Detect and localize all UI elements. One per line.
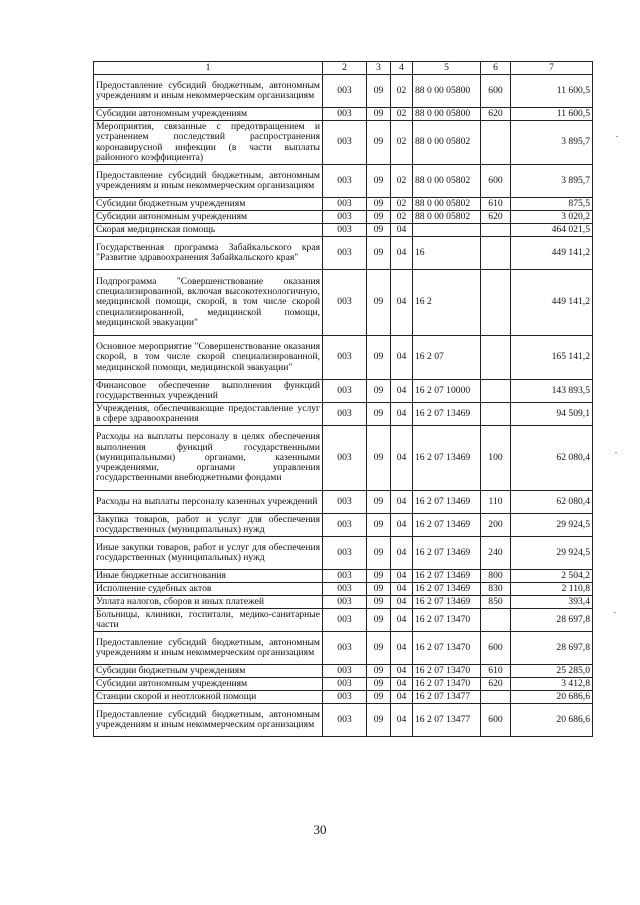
row-section-code: 09	[367, 704, 391, 737]
row-amount: 875,5	[511, 198, 593, 211]
row-subsection-code: 04	[391, 336, 413, 380]
row-amount: 11 600,5	[511, 108, 593, 121]
row-expense-type: 600	[481, 165, 511, 198]
row-name: Учреждения, обеспечивающие предоставление услуг в сфере здравоохранения	[94, 403, 323, 426]
row-subsection-code: 04	[391, 403, 413, 426]
row-amount: 165 141,2	[511, 336, 593, 380]
row-ministry-code: 003	[323, 609, 367, 632]
row-subsection-code: 04	[391, 514, 413, 537]
row-expense-type	[481, 336, 511, 380]
table-row	[94, 224, 593, 237]
table-row	[94, 75, 593, 108]
row-ministry-code: 003	[323, 426, 367, 491]
row-name: Финансовое обеспечение выполнения функций государственных учреждений	[94, 380, 323, 403]
row-ministry-code: 003	[323, 632, 367, 665]
row-target-code: 16 2 07 13477	[413, 704, 481, 737]
row-section-code: 09	[367, 537, 391, 570]
row-expense-type	[481, 224, 511, 237]
row-ministry-code: 003	[323, 665, 367, 678]
row-ministry-code: 003	[323, 704, 367, 737]
row-ministry-code: 003	[323, 537, 367, 570]
row-target-code: 16 2 07 13477	[413, 691, 481, 704]
row-name: Основное мероприятие "Совершенствование оказания скорой, в том числе скорой специализированной, медицинской помощи, медицинской эвакуации"	[94, 336, 323, 380]
header-cell: 4	[391, 62, 413, 75]
row-target-code: 16 2 07 13470	[413, 609, 481, 632]
row-target-code: 16 2 07 13469	[413, 514, 481, 537]
row-section-code: 09	[367, 632, 391, 665]
header-cell: 2	[323, 62, 367, 75]
row-name: Расходы на выплаты персоналу казенных учреждений	[94, 491, 323, 514]
table-row	[94, 537, 593, 570]
table-row	[94, 165, 593, 198]
row-subsection-code: 02	[391, 165, 413, 198]
row-subsection-code: 04	[391, 491, 413, 514]
row-subsection-code: 04	[391, 596, 413, 609]
table-row	[94, 237, 593, 270]
row-subsection-code: 02	[391, 198, 413, 211]
row-expense-type	[481, 609, 511, 632]
row-ministry-code: 003	[323, 108, 367, 121]
row-section-code: 09	[367, 491, 391, 514]
table-row	[94, 491, 593, 514]
row-ministry-code: 003	[323, 491, 367, 514]
header-cell: 1	[94, 62, 323, 75]
row-section-code: 09	[367, 121, 391, 165]
header-cell: 5	[413, 62, 481, 75]
scan-speck	[616, 136, 618, 137]
table-row	[94, 336, 593, 380]
row-name: Иные бюджетные ассигнования	[94, 570, 323, 583]
row-expense-type: 100	[481, 426, 511, 491]
row-amount: 3 020,2	[511, 211, 593, 224]
row-subsection-code: 02	[391, 108, 413, 121]
row-amount: 28 697,8	[511, 609, 593, 632]
row-section-code: 09	[367, 75, 391, 108]
row-amount: 62 080,4	[511, 491, 593, 514]
row-target-code: 88 0 00 05802	[413, 211, 481, 224]
row-subsection-code: 04	[391, 691, 413, 704]
row-section-code: 09	[367, 514, 391, 537]
row-ministry-code: 003	[323, 224, 367, 237]
row-section-code: 09	[367, 108, 391, 121]
row-name: Предоставление субсидий бюджетным, автономным учреждениям и иным некоммерческим организациям	[94, 165, 323, 198]
row-name: Предоставление субсидий бюджетным, автономным учреждениям и иным некоммерческим организациям	[94, 704, 323, 737]
row-ministry-code: 003	[323, 691, 367, 704]
row-target-code: 16 2 07 13469	[413, 570, 481, 583]
row-ministry-code: 003	[323, 75, 367, 108]
row-ministry-code: 003	[323, 583, 367, 596]
table-row	[94, 514, 593, 537]
row-target-code: 16 2 07 13470	[413, 678, 481, 691]
row-target-code: 88 0 00 05800	[413, 75, 481, 108]
budget-table	[93, 61, 593, 737]
table-row	[94, 380, 593, 403]
row-amount: 62 080,4	[511, 426, 593, 491]
row-target-code: 88 0 00 05800	[413, 108, 481, 121]
row-subsection-code: 04	[391, 426, 413, 491]
row-expense-type	[481, 691, 511, 704]
row-target-code: 16 2 07	[413, 336, 481, 380]
row-name: Иные закупки товаров, работ и услуг для обеспечения государственных (муниципальных) нужд	[94, 537, 323, 570]
row-subsection-code: 04	[391, 632, 413, 665]
row-section-code: 09	[367, 198, 391, 211]
row-section-code: 09	[367, 691, 391, 704]
row-ministry-code: 003	[323, 237, 367, 270]
header-cell: 3	[367, 62, 391, 75]
table-row	[94, 570, 593, 583]
row-amount: 94 509,1	[511, 403, 593, 426]
row-name: Субсидии бюджетным учреждениям	[94, 665, 323, 678]
row-amount: 449 141,2	[511, 237, 593, 270]
row-target-code: 16 2 07 13469	[413, 403, 481, 426]
table-row	[94, 426, 593, 491]
row-amount: 464 021,5	[511, 224, 593, 237]
row-amount: 2 504,2	[511, 570, 593, 583]
table-row	[94, 403, 593, 426]
row-section-code: 09	[367, 609, 391, 632]
row-name: Предоставление субсидий бюджетным, автономным учреждениям и иным некоммерческим организациям	[94, 75, 323, 108]
table-header	[94, 62, 593, 75]
row-ministry-code: 003	[323, 596, 367, 609]
row-expense-type	[481, 270, 511, 336]
row-section-code: 09	[367, 211, 391, 224]
row-section-code: 09	[367, 380, 391, 403]
row-subsection-code: 04	[391, 665, 413, 678]
row-amount: 3 412,8	[511, 678, 593, 691]
row-subsection-code: 04	[391, 704, 413, 737]
row-amount: 28 697,8	[511, 632, 593, 665]
table-row	[94, 108, 593, 121]
row-name: Больницы, клиники, госпитали, медико-санитарные части	[94, 609, 323, 632]
row-section-code: 09	[367, 237, 391, 270]
row-subsection-code: 02	[391, 211, 413, 224]
row-ministry-code: 003	[323, 514, 367, 537]
table-row	[94, 609, 593, 632]
row-amount: 25 285,0	[511, 665, 593, 678]
row-expense-type: 600	[481, 75, 511, 108]
table-row	[94, 211, 593, 224]
row-target-code: 16 2	[413, 270, 481, 336]
table-row	[94, 583, 593, 596]
row-amount: 3 895,7	[511, 165, 593, 198]
table-row	[94, 678, 593, 691]
row-amount: 11 600,5	[511, 75, 593, 108]
row-expense-type: 200	[481, 514, 511, 537]
row-ministry-code: 003	[323, 165, 367, 198]
row-name: Закупка товаров, работ и услуг для обеспечения государственных (муниципальных) нужд	[94, 514, 323, 537]
row-expense-type: 610	[481, 198, 511, 211]
row-name: Исполнение судебных актов	[94, 583, 323, 596]
row-section-code: 09	[367, 336, 391, 380]
row-target-code: 16 2 07 13470	[413, 632, 481, 665]
row-subsection-code: 04	[391, 609, 413, 632]
row-target-code: 88 0 00 05802	[413, 198, 481, 211]
row-target-code: 16 2 07 13469	[413, 491, 481, 514]
table-row	[94, 691, 593, 704]
row-amount: 3 895,7	[511, 121, 593, 165]
table-row	[94, 198, 593, 211]
table-row	[94, 270, 593, 336]
row-name: Мероприятия, связанные с предотвращением и устранением последствий распространения коронавирусной инфекции (в части выплаты районного коэффициента)	[94, 121, 323, 165]
row-expense-type: 620	[481, 678, 511, 691]
row-subsection-code: 02	[391, 121, 413, 165]
row-target-code	[413, 224, 481, 237]
row-expense-type: 850	[481, 596, 511, 609]
row-target-code: 16 2 07 13469	[413, 426, 481, 491]
row-target-code: 16 2 07 13469	[413, 583, 481, 596]
row-amount: 20 686,6	[511, 704, 593, 737]
header-cell: 6	[481, 62, 511, 75]
row-name: Станции скорой и неотложной помощи	[94, 691, 323, 704]
row-subsection-code: 04	[391, 224, 413, 237]
row-expense-type: 610	[481, 665, 511, 678]
row-ministry-code: 003	[323, 678, 367, 691]
row-expense-type: 800	[481, 570, 511, 583]
row-target-code: 88 0 00 05802	[413, 165, 481, 198]
row-expense-type: 600	[481, 632, 511, 665]
row-ministry-code: 003	[323, 270, 367, 336]
row-section-code: 09	[367, 403, 391, 426]
row-section-code: 09	[367, 270, 391, 336]
row-name: Расходы на выплаты персоналу в целях обеспечения выполнения функций государственными (муниципальными) органами, казенными учреждениями, органами управления государственными внебюджетными фондами	[94, 426, 323, 491]
table-row	[94, 632, 593, 665]
row-subsection-code: 04	[391, 583, 413, 596]
row-expense-type: 240	[481, 537, 511, 570]
row-expense-type: 620	[481, 108, 511, 121]
table-row	[94, 665, 593, 678]
row-name: Субсидии автономным учреждениям	[94, 678, 323, 691]
row-subsection-code: 04	[391, 270, 413, 336]
row-section-code: 09	[367, 426, 391, 491]
row-name: Предоставление субсидий бюджетным, автономным учреждениям и иным некоммерческим организациям	[94, 632, 323, 665]
row-subsection-code: 04	[391, 237, 413, 270]
row-name: Скорая медицинская помощь	[94, 224, 323, 237]
row-name: Уплата налогов, сборов и иных платежей	[94, 596, 323, 609]
row-subsection-code: 04	[391, 678, 413, 691]
row-expense-type: 830	[481, 583, 511, 596]
row-ministry-code: 003	[323, 121, 367, 165]
row-subsection-code: 04	[391, 570, 413, 583]
row-section-code: 09	[367, 165, 391, 198]
table-body	[94, 75, 593, 737]
row-name: Субсидии автономным учреждениям	[94, 108, 323, 121]
row-name: Субсидии автономным учреждениям	[94, 211, 323, 224]
row-subsection-code: 02	[391, 75, 413, 108]
row-expense-type: 110	[481, 491, 511, 514]
row-target-code: 16	[413, 237, 481, 270]
row-amount: 449 141,2	[511, 270, 593, 336]
table-row	[94, 121, 593, 165]
page-number: 30	[313, 822, 327, 837]
row-ministry-code: 003	[323, 198, 367, 211]
row-subsection-code: 04	[391, 537, 413, 570]
table-row	[94, 596, 593, 609]
row-expense-type: 620	[481, 211, 511, 224]
row-amount: 2 110,8	[511, 583, 593, 596]
table-row	[94, 704, 593, 737]
row-amount: 29 924,5	[511, 537, 593, 570]
row-ministry-code: 003	[323, 570, 367, 583]
row-section-code: 09	[367, 583, 391, 596]
row-section-code: 09	[367, 596, 391, 609]
row-ministry-code: 003	[323, 336, 367, 380]
row-amount: 20 686,6	[511, 691, 593, 704]
row-amount: 29 924,5	[511, 514, 593, 537]
row-section-code: 09	[367, 678, 391, 691]
row-expense-type	[481, 380, 511, 403]
row-name: Субсидии бюджетным учреждениям	[94, 198, 323, 211]
row-ministry-code: 003	[323, 380, 367, 403]
header-cell: 7	[511, 62, 593, 75]
row-name: Государственная программа Забайкальского края "Развитие здравоохранения Забайкальского края"	[94, 237, 323, 270]
row-name: Подпрограмма "Совершенствование оказания специализированной, включая высокотехнологичную, медицинской помощи, скорой, в том числе скорой специализированной, медицинской помощи, медицинской эвакуации"	[94, 270, 323, 336]
row-target-code: 16 2 07 13469	[413, 596, 481, 609]
row-subsection-code: 04	[391, 380, 413, 403]
row-section-code: 09	[367, 570, 391, 583]
row-section-code: 09	[367, 224, 391, 237]
row-target-code: 16 2 07 13469	[413, 537, 481, 570]
row-expense-type	[481, 237, 511, 270]
row-expense-type	[481, 403, 511, 426]
row-section-code: 09	[367, 665, 391, 678]
row-target-code: 16 2 07 10000	[413, 380, 481, 403]
row-ministry-code: 003	[323, 403, 367, 426]
scan-speck	[615, 452, 617, 453]
row-expense-type: 600	[481, 704, 511, 737]
row-amount: 393,4	[511, 596, 593, 609]
row-target-code: 88 0 00 05802	[413, 121, 481, 165]
scan-speck	[614, 612, 616, 613]
row-ministry-code: 003	[323, 211, 367, 224]
row-amount: 143 893,5	[511, 380, 593, 403]
row-target-code: 16 2 07 13470	[413, 665, 481, 678]
row-expense-type	[481, 121, 511, 165]
